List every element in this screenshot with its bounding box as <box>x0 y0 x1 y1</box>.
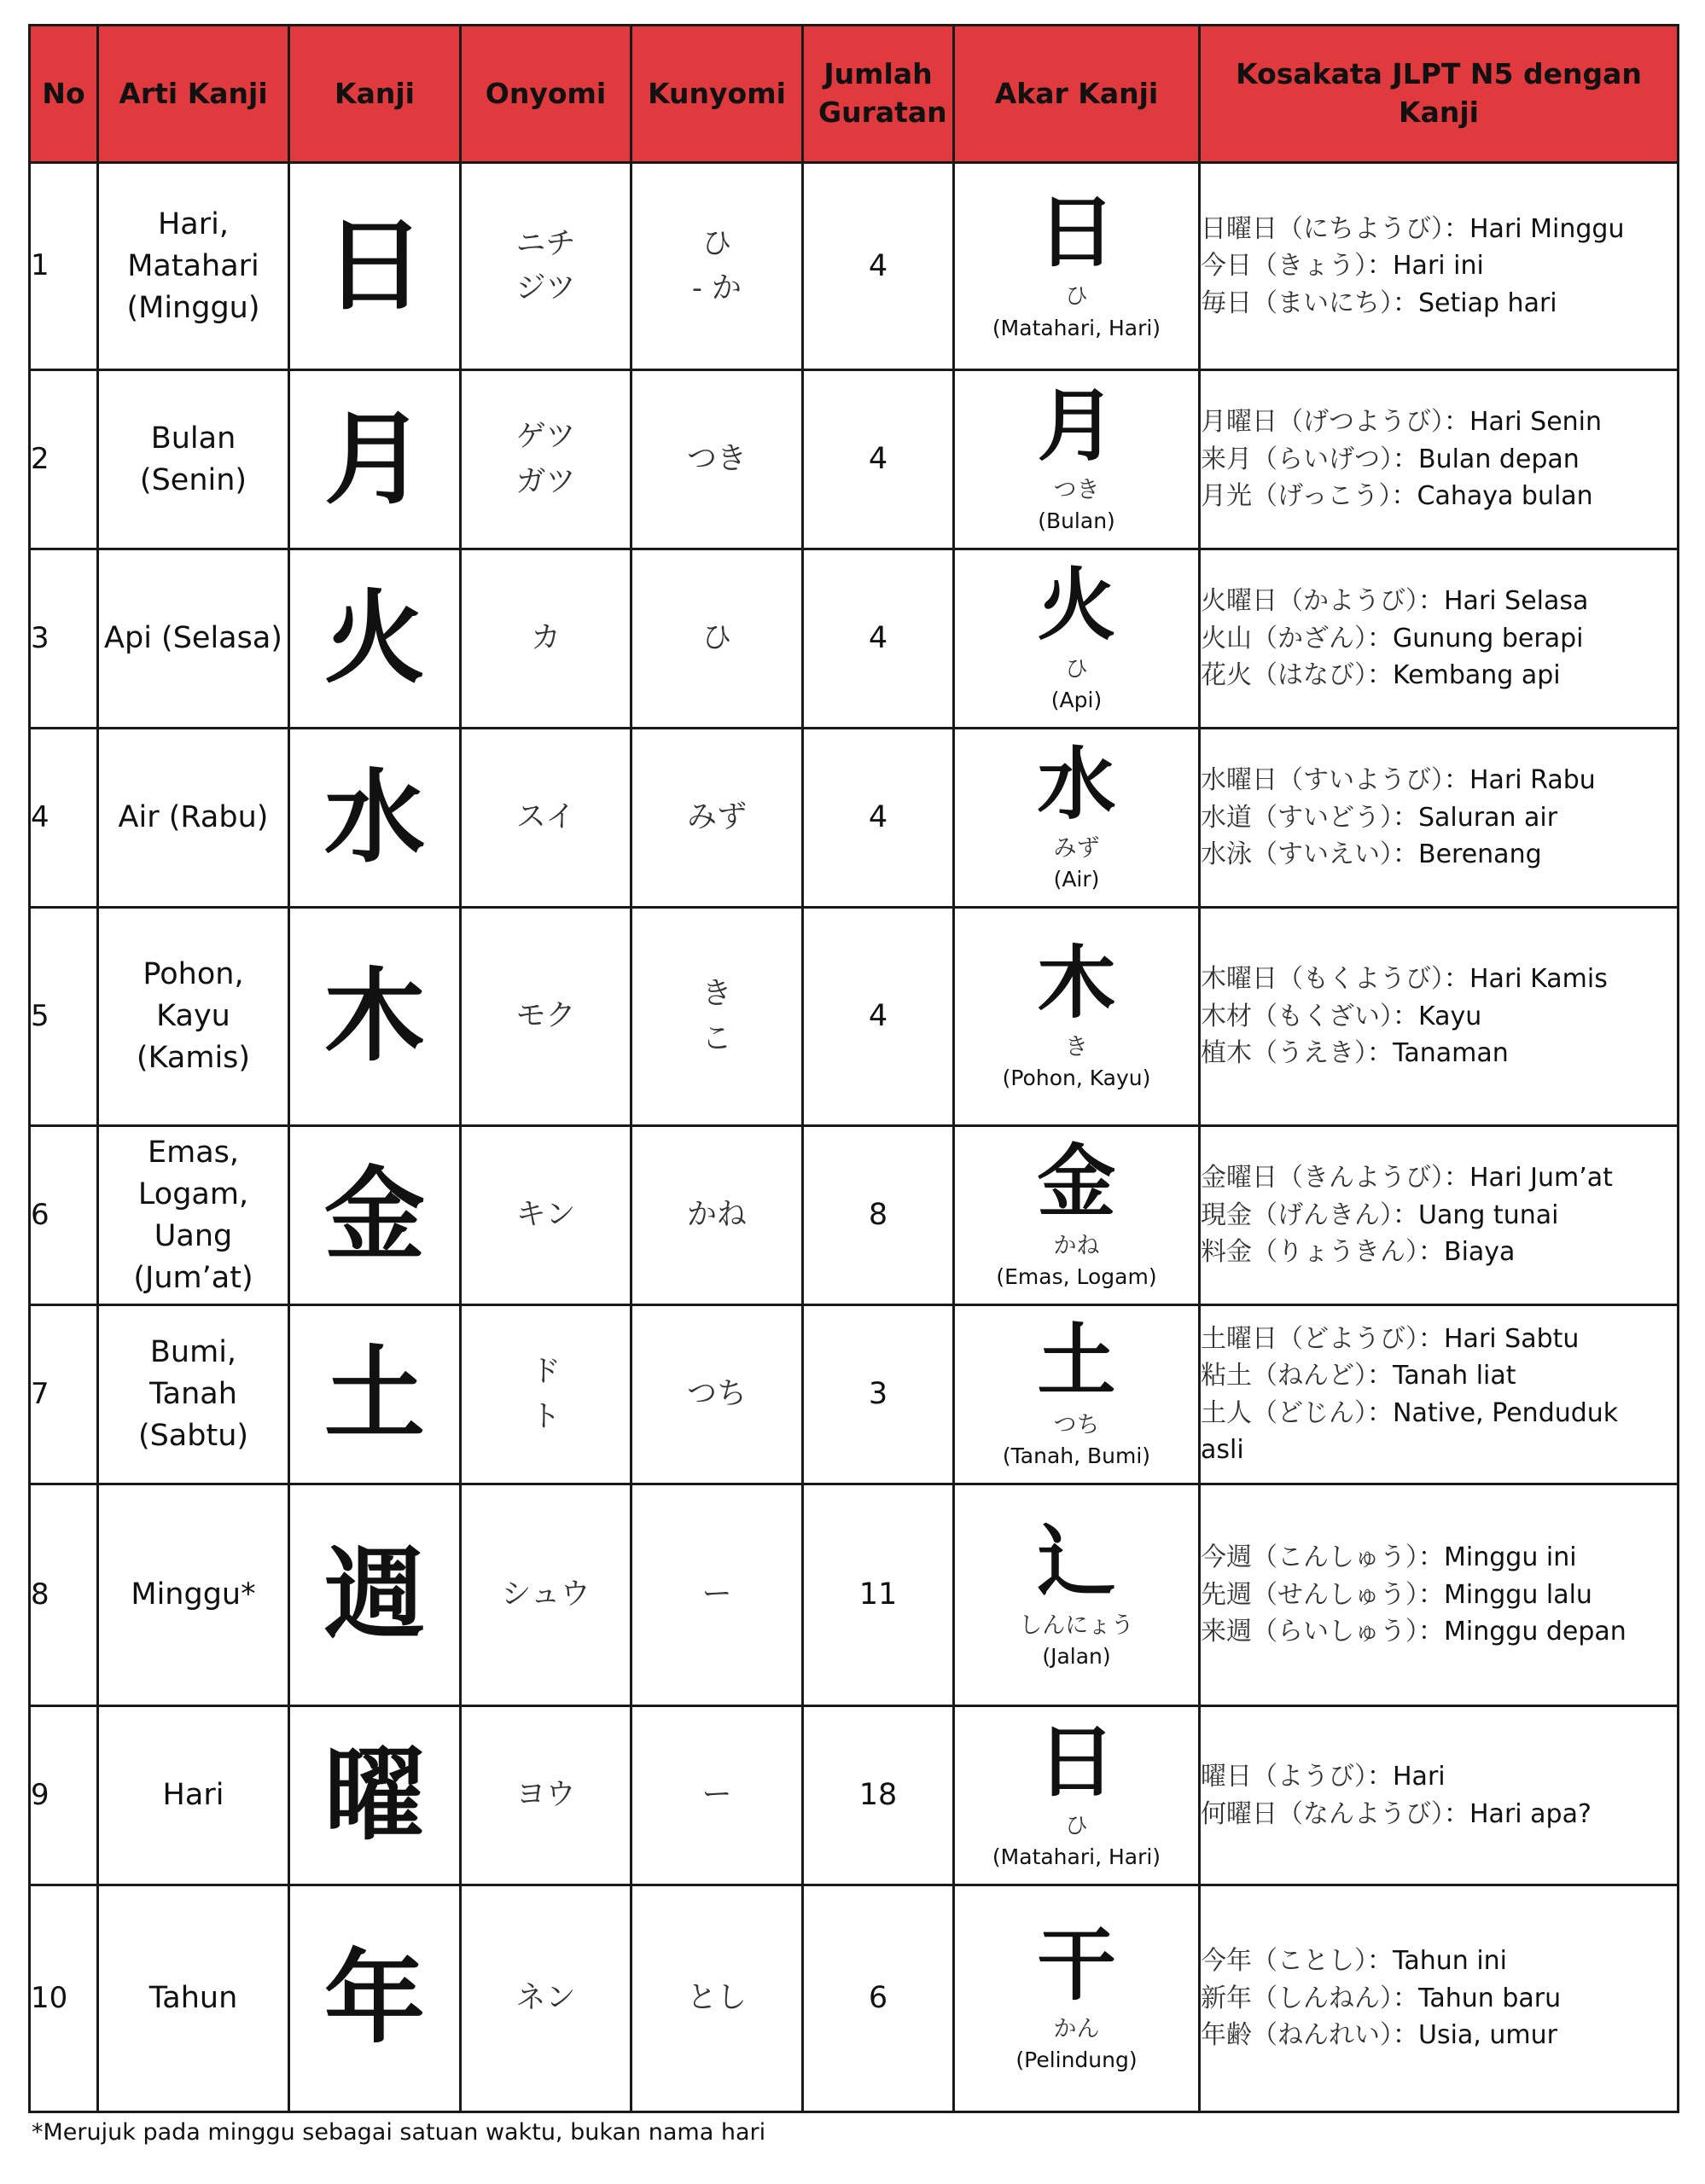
kanji-character: 火 <box>323 578 425 697</box>
header-row <box>30 26 1679 163</box>
cell-akar <box>954 163 1200 370</box>
kanji-character: 水 <box>323 758 425 876</box>
kunyomi-reading: ひ <box>701 621 732 656</box>
vocab-meaning: ：Setiap hari <box>1393 288 1557 318</box>
radical-reading: かね <box>1053 1232 1100 1259</box>
vocab-entry <box>1201 441 1677 479</box>
radical-meaning: (Pohon, Kayu) <box>1002 1066 1151 1091</box>
arti-line: (Sabtu) <box>137 1419 249 1453</box>
cell-onyomi <box>461 163 631 370</box>
vocab-japanese: 月曜日（げつようび） <box>1201 407 1444 438</box>
arti-line: Pohon, <box>143 957 244 991</box>
vocab-meaning: ：Tanah liat <box>1367 1361 1516 1391</box>
cell-arti <box>98 163 289 370</box>
vocab-japanese: 何曜日（なんようび） <box>1201 1798 1444 1829</box>
vocab-meaning: ：Bulan depan <box>1393 444 1580 474</box>
kanji-character: 土 <box>323 1334 425 1453</box>
vocab-meaning: ：Biaya <box>1418 1237 1516 1268</box>
vocab-japanese: 今日（きょう） <box>1201 251 1367 282</box>
cell-arti <box>98 1706 289 1885</box>
arti-line: Bumi, <box>149 1335 237 1369</box>
radical-character: 火 <box>1037 559 1116 651</box>
stroke-count: 4 <box>868 621 888 655</box>
cell-guratan <box>803 729 954 908</box>
cell-onyomi <box>461 549 631 729</box>
radical-meaning: (Bulan) <box>1038 508 1115 534</box>
vocab-meaning: asli <box>1201 1435 1244 1465</box>
cell-no <box>30 1484 98 1706</box>
vocab-japanese: 木材（もくざい） <box>1201 1001 1393 1031</box>
cell-kunyomi <box>631 1305 803 1484</box>
vocab-entry <box>1201 478 1677 515</box>
cell-guratan <box>803 370 954 549</box>
vocab-japanese: 年齢（ねんれい） <box>1201 2020 1393 2051</box>
vocab-japanese: 曜日（ようび） <box>1201 1762 1367 1792</box>
cell-onyomi <box>461 1885 631 2112</box>
kanji-character: 日 <box>323 206 425 325</box>
vocab-meaning: ：Cahaya bulan <box>1391 481 1593 512</box>
cell-kosakata <box>1200 163 1679 370</box>
table-row <box>30 729 1679 908</box>
stroke-count: 6 <box>868 1981 888 2015</box>
header-guratan <box>803 26 954 163</box>
cell-no <box>30 370 98 549</box>
vocab-entry <box>1201 285 1677 322</box>
kanji-table <box>28 24 1679 2113</box>
vocab-japanese: 今年（ことし） <box>1201 1946 1367 1977</box>
row-number: 5 <box>31 998 49 1033</box>
vocab-japanese: 水泳（すいえい） <box>1201 839 1393 870</box>
table-row <box>30 1305 1679 1484</box>
cell-akar <box>954 729 1200 908</box>
cell-arti <box>98 370 289 549</box>
table-row <box>30 549 1679 729</box>
radical-reading: き <box>1065 1033 1088 1060</box>
onyomi-reading: ニチ <box>515 226 576 261</box>
arti-line: Matahari <box>127 248 259 283</box>
row-number: 4 <box>31 799 49 834</box>
vocab-entry <box>1201 762 1677 799</box>
kanji-character: 木 <box>323 956 425 1075</box>
cell-kosakata <box>1200 1305 1679 1484</box>
cell-kosakata <box>1200 1706 1679 1885</box>
vocab-entry <box>1201 1035 1677 1072</box>
vocab-meaning: ：Uang tunai <box>1393 1199 1559 1230</box>
vocab-meaning: ：Kembang api <box>1367 660 1561 691</box>
cell-onyomi <box>461 729 631 908</box>
arti-line: Bulan <box>150 421 236 456</box>
row-number: 9 <box>31 1777 49 1812</box>
vocab-entry <box>1201 836 1677 874</box>
arti-line: Kayu <box>156 999 230 1033</box>
kunyomi-reading: ー <box>701 1778 732 1813</box>
stroke-count: 4 <box>868 248 888 283</box>
onyomi-reading: ジツ <box>515 271 576 305</box>
cell-kanji <box>289 1885 461 2112</box>
row-number: 2 <box>31 441 49 476</box>
cell-kanji <box>289 1126 461 1305</box>
vocab-meaning: ：Hari Rabu <box>1444 765 1596 796</box>
cell-no <box>30 1706 98 1885</box>
arti-line: Hari <box>162 1778 224 1812</box>
radical-reading: ひ <box>1065 1812 1088 1839</box>
vocab-japanese: 現金（げんきん） <box>1201 1199 1393 1230</box>
vocab-meaning: ：Usia, umur <box>1393 2020 1557 2051</box>
vocab-japanese: 毎日（まいにち） <box>1201 288 1393 318</box>
vocab-japanese: 料金（りょうきん） <box>1201 1237 1418 1268</box>
cell-akar <box>954 549 1200 729</box>
stroke-count: 8 <box>868 1198 888 1232</box>
vocab-entry <box>1201 1234 1677 1271</box>
vocab-meaning: ：Hari ini <box>1367 251 1484 282</box>
cell-no <box>30 1305 98 1484</box>
cell-guratan <box>803 1885 954 2112</box>
cell-arti <box>98 1126 289 1305</box>
row-number: 7 <box>31 1376 49 1411</box>
cell-kunyomi <box>631 370 803 549</box>
vocab-entry <box>1201 1197 1677 1234</box>
cell-akar <box>954 908 1200 1126</box>
cell-kanji <box>289 549 461 729</box>
cell-guratan <box>803 1484 954 1706</box>
kanji-character: 月 <box>323 399 425 518</box>
cell-kunyomi <box>631 1885 803 2112</box>
cell-kosakata <box>1200 908 1679 1126</box>
cell-guratan <box>803 1305 954 1484</box>
cell-onyomi <box>461 1305 631 1484</box>
vocab-entry <box>1201 2017 1677 2054</box>
kunyomi-reading: こ <box>701 1021 732 1056</box>
vocab-entry <box>1201 1395 1677 1432</box>
kunyomi-reading: みず <box>686 800 747 835</box>
cell-guratan <box>803 163 954 370</box>
cell-kanji <box>289 163 461 370</box>
kunyomi-reading: - か <box>692 271 742 305</box>
kanji-character: 曜 <box>323 1735 425 1854</box>
vocab-entry <box>1201 998 1677 1036</box>
cell-kunyomi <box>631 908 803 1126</box>
vocab-entry <box>1201 620 1677 658</box>
kunyomi-reading: ー <box>701 1577 732 1612</box>
cell-no <box>30 729 98 908</box>
arti-line: (Minggu) <box>126 290 260 325</box>
vocab-entry <box>1201 1980 1677 2018</box>
cell-akar <box>954 1885 1200 2112</box>
kunyomi-reading: かね <box>686 1198 747 1233</box>
row-number: 10 <box>31 1980 68 2015</box>
vocab-entry <box>1201 1758 1677 1796</box>
cell-guratan <box>803 549 954 729</box>
header-guratan-text: Jumlah Guratan <box>818 57 947 129</box>
vocab-japanese: 金曜日（きんようび） <box>1201 1163 1444 1194</box>
arti-line: (Jum’at) <box>133 1260 253 1295</box>
arti-line: Uang <box>154 1218 233 1253</box>
radical-reading: ひ <box>1065 655 1088 682</box>
header-kunyomi: Kunyomi <box>631 26 803 163</box>
cell-arti <box>98 908 289 1126</box>
cell-akar <box>954 370 1200 549</box>
cell-onyomi <box>461 1484 631 1706</box>
row-number: 1 <box>31 248 49 283</box>
header-arti: Arti Kanji <box>98 26 289 163</box>
vocab-entry <box>1201 1432 1677 1469</box>
cell-arti <box>98 729 289 908</box>
cell-onyomi <box>461 370 631 549</box>
arti-line: Emas, <box>147 1135 240 1170</box>
cell-arti <box>98 549 289 729</box>
vocab-japanese: 来週（らいしゅう） <box>1201 1617 1418 1647</box>
radical-meaning: (Air) <box>1053 867 1100 892</box>
vocab-entry <box>1201 657 1677 694</box>
vocab-meaning: ：Minggu lalu <box>1418 1579 1592 1610</box>
table-row <box>30 1706 1679 1885</box>
radical-meaning: (Tanah, Bumi) <box>1002 1443 1151 1469</box>
cell-kosakata <box>1200 1126 1679 1305</box>
cell-akar <box>954 1484 1200 1706</box>
kanji-character: 金 <box>323 1155 425 1274</box>
kunyomi-reading: とし <box>686 1981 747 2016</box>
radical-character: 干 <box>1037 1919 1116 2011</box>
header-kanji: Kanji <box>289 26 461 163</box>
vocab-entry <box>1201 1577 1677 1614</box>
vocab-meaning: ：Hari Senin <box>1444 407 1603 438</box>
kanji-character: 週 <box>323 1535 425 1653</box>
radical-character: 日 <box>1037 187 1116 278</box>
cell-arti <box>98 1885 289 2112</box>
vocab-entry <box>1201 1357 1677 1395</box>
cell-akar <box>954 1305 1200 1484</box>
radical-character: 辶 <box>1037 1515 1116 1607</box>
cell-kanji <box>289 908 461 1126</box>
vocab-japanese: 土人（どじん） <box>1201 1397 1367 1428</box>
vocab-japanese: 水道（すいどう） <box>1201 802 1393 833</box>
radical-reading: かん <box>1053 2015 1100 2042</box>
arti-line: Tahun <box>148 1981 238 2015</box>
arti-line: Tanah <box>149 1377 237 1411</box>
onyomi-reading: ド <box>530 1355 561 1389</box>
cell-kunyomi <box>631 549 803 729</box>
radical-reading: つち <box>1053 1411 1100 1438</box>
vocab-entry <box>1201 404 1677 441</box>
cell-guratan <box>803 1126 954 1305</box>
vocab-meaning: ：Hari Minggu <box>1444 213 1625 244</box>
onyomi-reading: キン <box>515 1198 576 1233</box>
vocab-meaning: ：Tanaman <box>1367 1038 1509 1069</box>
vocab-entry <box>1201 1943 1677 1980</box>
kanji-character: 年 <box>323 1938 425 2057</box>
arti-line: (Kamis) <box>136 1041 251 1075</box>
vocab-entry <box>1201 1613 1677 1651</box>
arti-line: Logam, <box>137 1176 249 1211</box>
vocab-japanese: 今週（こんしゅう） <box>1201 1542 1418 1573</box>
arti-line: Minggu* <box>131 1577 256 1612</box>
cell-kosakata <box>1200 370 1679 549</box>
table-row <box>30 908 1679 1126</box>
onyomi-reading: ネン <box>515 1981 576 2016</box>
vocab-meaning: ：Hari Jum’at <box>1444 1163 1613 1194</box>
vocab-meaning: ：Tahun ini <box>1367 1946 1508 1977</box>
radical-reading: ひ <box>1065 283 1088 311</box>
cell-kosakata <box>1200 549 1679 729</box>
vocab-japanese: 日曜日（にちようび） <box>1201 213 1444 244</box>
radical-meaning: (Matahari, Hari) <box>992 315 1161 340</box>
cell-arti <box>98 1305 289 1484</box>
onyomi-reading: カ <box>530 621 561 656</box>
vocab-meaning: ：Hari Sabtu <box>1418 1323 1580 1354</box>
kunyomi-reading: つち <box>686 1377 747 1412</box>
vocab-meaning: ：Hari Kamis <box>1444 964 1608 995</box>
cell-kosakata <box>1200 1885 1679 2112</box>
arti-line: Hari, <box>157 206 229 241</box>
vocab-entry <box>1201 1796 1677 1833</box>
cell-kunyomi <box>631 1484 803 1706</box>
table-body <box>30 163 1679 2112</box>
row-number: 6 <box>31 1197 49 1232</box>
radical-character: 日 <box>1037 1716 1116 1808</box>
radical-meaning: (Matahari, Hari) <box>992 1844 1161 1870</box>
stroke-count: 4 <box>868 800 888 834</box>
arti-line: Api (Selasa) <box>104 621 282 655</box>
radical-character: 金 <box>1037 1136 1116 1228</box>
stroke-count: 11 <box>858 1577 898 1612</box>
table-row <box>30 1126 1679 1305</box>
vocab-meaning: ：Hari Selasa <box>1418 586 1589 617</box>
radical-character: 水 <box>1037 738 1116 830</box>
cell-kunyomi <box>631 163 803 370</box>
cell-onyomi <box>461 1126 631 1305</box>
stroke-count: 3 <box>868 1377 888 1411</box>
cell-guratan <box>803 908 954 1126</box>
vocab-entry <box>1201 1321 1677 1358</box>
vocab-entry <box>1201 961 1677 998</box>
vocab-entry <box>1201 1539 1677 1577</box>
vocab-japanese: 来月（らいげつ） <box>1201 444 1393 474</box>
vocab-meaning: ：Tahun baru <box>1393 1983 1562 2013</box>
vocab-japanese: 粘土（ねんど） <box>1201 1361 1367 1391</box>
cell-kunyomi <box>631 729 803 908</box>
header-no: No <box>30 26 98 163</box>
radical-reading: みず <box>1053 834 1100 862</box>
header-onyomi: Onyomi <box>461 26 631 163</box>
cell-guratan <box>803 1706 954 1885</box>
vocab-meaning: ：Minggu depan <box>1418 1617 1626 1647</box>
cell-kosakata <box>1200 729 1679 908</box>
cell-kanji <box>289 370 461 549</box>
vocab-japanese: 木曜日（もくようび） <box>1201 964 1444 995</box>
footnote: *Merujuk pada minggu sebagai satuan waktu, bukan nama hari <box>32 2119 766 2146</box>
kunyomi-reading: き <box>701 977 732 1011</box>
table-row <box>30 1885 1679 2112</box>
cell-onyomi <box>461 1706 631 1885</box>
stroke-count: 18 <box>858 1778 898 1812</box>
radical-reading: しんにょう <box>1019 1612 1134 1639</box>
cell-arti <box>98 1484 289 1706</box>
vocab-meaning: ：Minggu ini <box>1418 1542 1577 1573</box>
cell-kanji <box>289 1484 461 1706</box>
vocab-entry <box>1201 211 1677 248</box>
radical-character: 木 <box>1037 937 1116 1029</box>
vocab-meaning: ：Native, Penduduk <box>1367 1397 1619 1428</box>
header-akar: Akar Kanji <box>954 26 1200 163</box>
cell-no <box>30 163 98 370</box>
row-number: 8 <box>31 1577 49 1612</box>
radical-meaning: (Emas, Logam) <box>996 1264 1157 1290</box>
radical-meaning: (Jalan) <box>1042 1644 1111 1670</box>
vocab-japanese: 先週（せんしゅう） <box>1201 1579 1418 1610</box>
cell-akar <box>954 1126 1200 1305</box>
vocab-meaning: ：Hari apa? <box>1444 1798 1592 1829</box>
vocab-meaning: ：Berenang <box>1393 839 1542 870</box>
vocab-entry <box>1201 583 1677 620</box>
radical-meaning: (Api) <box>1050 688 1103 713</box>
cell-akar <box>954 1706 1200 1885</box>
vocab-japanese: 月光（げっこう） <box>1201 481 1392 512</box>
vocab-meaning: ：Gunung berapi <box>1367 623 1584 653</box>
row-number: 3 <box>31 620 49 655</box>
stroke-count: 4 <box>868 999 888 1033</box>
radical-character: 月 <box>1037 380 1116 472</box>
vocab-japanese: 植木（うえき） <box>1201 1038 1367 1069</box>
vocab-meaning: ：Kayu <box>1393 1001 1482 1031</box>
cell-kanji <box>289 1706 461 1885</box>
vocab-entry <box>1201 1159 1677 1197</box>
vocab-japanese: 火山（かざん） <box>1201 623 1367 653</box>
onyomi-reading: ト <box>530 1399 561 1434</box>
cell-onyomi <box>461 908 631 1126</box>
cell-no <box>30 549 98 729</box>
cell-kunyomi <box>631 1706 803 1885</box>
radical-character: 土 <box>1037 1315 1116 1407</box>
onyomi-reading: モク <box>515 999 576 1034</box>
cell-no <box>30 1126 98 1305</box>
table-row <box>30 1484 1679 1706</box>
cell-no <box>30 1885 98 2112</box>
table-row <box>30 163 1679 370</box>
kanji-table-container <box>28 24 1677 2113</box>
cell-kunyomi <box>631 1126 803 1305</box>
cell-kosakata <box>1200 1484 1679 1706</box>
kunyomi-reading: つき <box>686 442 747 477</box>
stroke-count: 4 <box>868 442 888 476</box>
table-row <box>30 370 1679 549</box>
vocab-japanese: 火曜日（かようび） <box>1201 586 1418 617</box>
onyomi-reading: スイ <box>515 800 576 835</box>
onyomi-reading: ガツ <box>515 464 576 499</box>
cell-kanji <box>289 1305 461 1484</box>
vocab-meaning: ：Saluran air <box>1393 802 1558 833</box>
radical-meaning: (Pelindung) <box>1015 2048 1138 2073</box>
vocab-entry <box>1201 247 1677 285</box>
radical-reading: つき <box>1053 476 1100 503</box>
vocab-meaning: ：Hari <box>1367 1762 1446 1792</box>
vocab-japanese: 水曜日（すいようび） <box>1201 765 1444 796</box>
vocab-entry <box>1201 799 1677 837</box>
arti-line: Air (Rabu) <box>118 800 269 834</box>
header-kosakata: Kosakata JLPT N5 dengan Kanji <box>1200 26 1679 163</box>
cell-kanji <box>289 729 461 908</box>
onyomi-reading: ゲツ <box>515 420 576 454</box>
vocab-japanese: 花火（はなび） <box>1201 660 1367 691</box>
vocab-japanese: 土曜日（どようび） <box>1201 1323 1418 1354</box>
cell-no <box>30 908 98 1126</box>
onyomi-reading: ヨウ <box>515 1778 576 1813</box>
kunyomi-reading: ひ <box>701 226 732 261</box>
arti-line: (Senin) <box>139 462 247 497</box>
vocab-japanese: 新年（しんねん） <box>1201 1983 1393 2013</box>
onyomi-reading: シュウ <box>501 1577 591 1612</box>
